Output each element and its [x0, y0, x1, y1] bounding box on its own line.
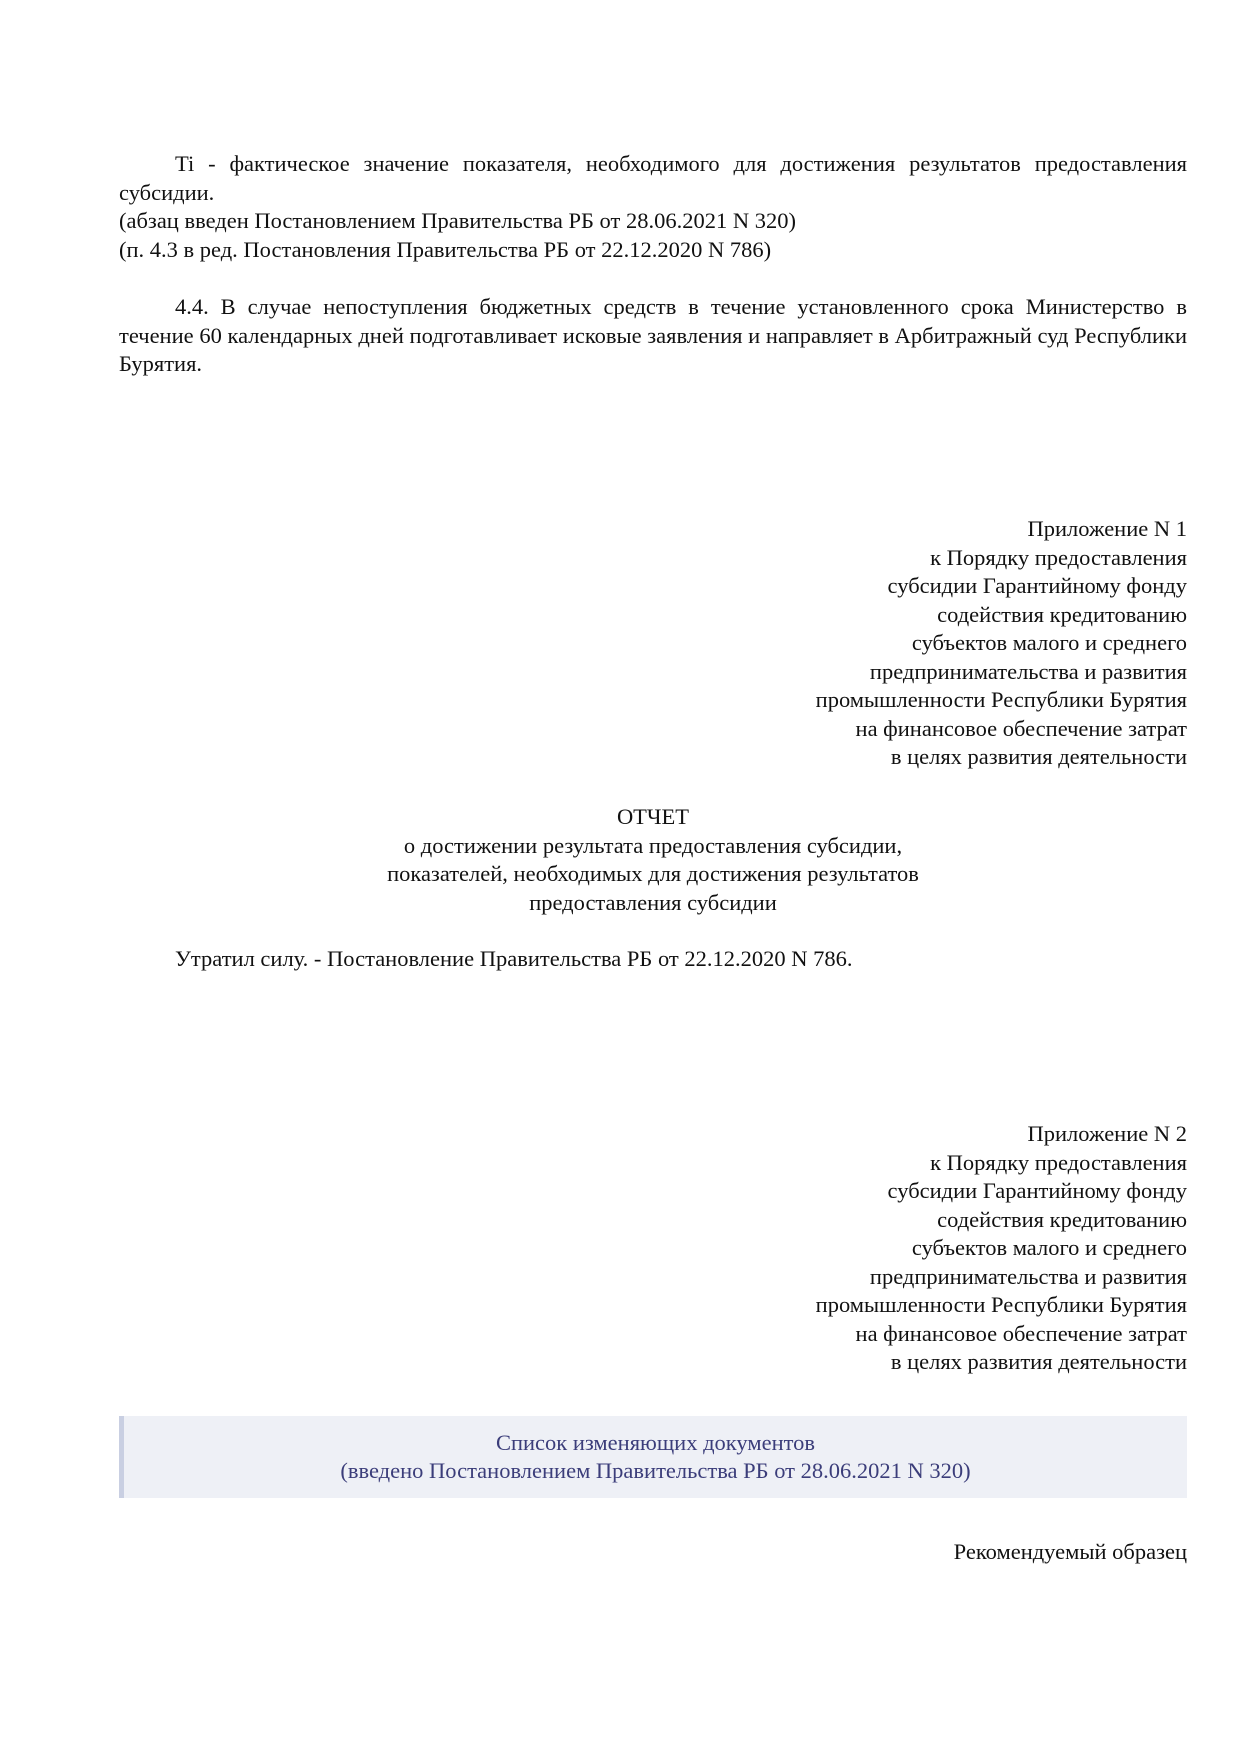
appendix-1-line: к Порядку предоставления	[930, 544, 1187, 570]
void-note-block	[119, 945, 1187, 974]
appendix-2-line: содействия кредитованию	[937, 1206, 1187, 1232]
document-page	[119, 0, 1187, 1754]
appendix-2-line: субсидии Гарантийному фонду	[887, 1178, 1187, 1203]
recommended-sample-block	[119, 1538, 1187, 1567]
paragraph-4-4: 4.4. В случае непоступления бюджетных средств в течение установленного срока Министерство в течение 60 календарных дней подготавливает исковые заявления и направляет в Арбитражный суд Республики Бурятия.	[119, 294, 1187, 376]
appendix-2-line: к Порядку предоставления	[930, 1149, 1187, 1175]
recommended-sample: Рекомендуемый образец	[953, 1539, 1187, 1564]
ti-paragraph: Ti - фактическое значение показателя, необходимого для достижения результатов предоставления субсидии.	[119, 151, 1187, 205]
report-subtitle-line: о достижении результата предоставления субсидии,	[403, 832, 903, 858]
appendix-1-line: в целях развития деятельности	[890, 744, 1187, 769]
appendix-2-header	[119, 1120, 1187, 1377]
amendment-note-2: (п. 4.3 в ред. Постановления Правительства РБ от 22.12.2020 N 786)	[119, 236, 772, 262]
report-subtitle-line: предоставления субсидии	[529, 889, 777, 915]
appendix-1-line: Приложение N 1	[1027, 516, 1187, 541]
amendment-note-1: (абзац введен Постановлением Правительства РБ от 28.06.2021 N 320)	[119, 208, 796, 233]
report-heading	[119, 803, 1187, 917]
appendix-1-line: субсидии Гарантийному фонду	[887, 573, 1187, 598]
appendix-2-line: промышленности Республики Бурятия	[815, 1292, 1187, 1317]
report-subtitle-line: показателей, необходимых для достижения результатов	[387, 861, 919, 886]
appendix-1-line: предпринимательства и развития	[869, 658, 1187, 684]
report-title: ОТЧЕТ	[616, 804, 690, 829]
changing-documents-title: Список изменяющих документов	[495, 1429, 816, 1455]
appendix-2-line: Приложение N 2	[1027, 1121, 1187, 1146]
void-note: Утратил силу. - Постановление Правительства РБ от 22.12.2020 N 786.	[175, 946, 853, 971]
appendix-2-line: в целях развития деятельности	[890, 1349, 1187, 1374]
changing-documents-note: (введено Постановлением Правительства РБ от 28.06.2021 N 320)	[340, 1458, 971, 1483]
appendix-1-line: на финансовое обеспечение затрат	[855, 715, 1187, 741]
appendix-1-line: субъектов малого и среднего	[911, 630, 1187, 655]
paragraph-4-4-block	[119, 293, 1187, 379]
appendix-2-line: на финансовое обеспечение затрат	[855, 1320, 1187, 1346]
top-section	[119, 150, 1187, 264]
appendix-1-header	[119, 515, 1187, 772]
appendix-1-line: промышленности Республики Бурятия	[815, 687, 1187, 712]
appendix-1-line: содействия кредитованию	[937, 601, 1187, 627]
appendix-2-line: предпринимательства и развития	[869, 1263, 1187, 1289]
changing-documents-box	[119, 1416, 1187, 1498]
appendix-2-line: субъектов малого и среднего	[911, 1235, 1187, 1260]
